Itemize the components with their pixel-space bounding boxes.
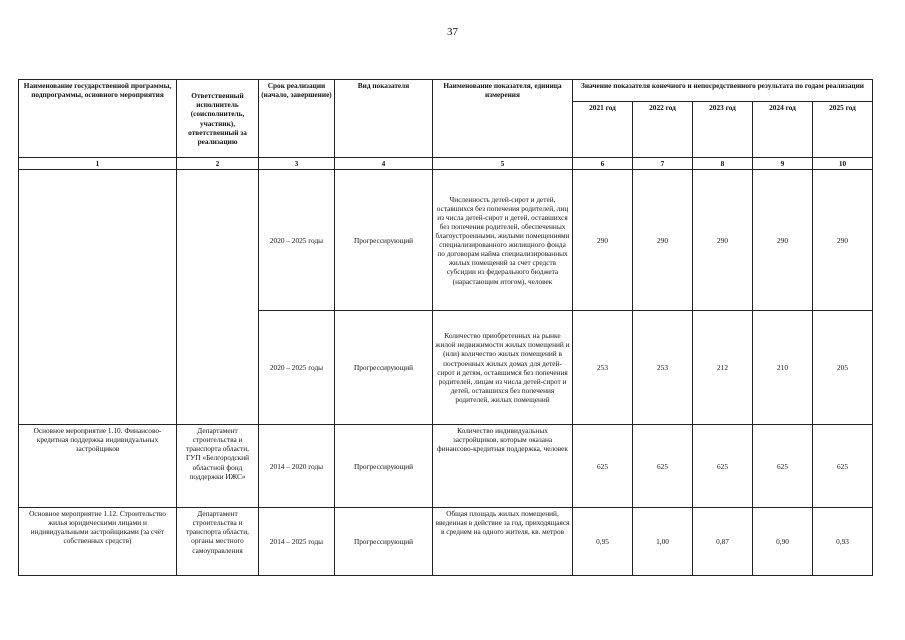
value-cell: 290: [753, 170, 813, 311]
period-cell: 2020 – 2025 годы: [259, 170, 335, 311]
header-values-group: Значение показателя конечного и непосредственного результата по годам реализации: [573, 80, 873, 102]
value-cell: 290: [813, 170, 873, 311]
value-cell: 0,95: [573, 508, 633, 576]
column-number: 6: [573, 158, 633, 170]
header-program-name: Наименование государственной программы, подпрограммы, основного мероприятия: [19, 80, 177, 158]
value-cell: 625: [573, 425, 633, 508]
indicator-type-cell: Прогрессирующий: [335, 311, 433, 425]
indicator-type-cell: Прогрессирующий: [335, 508, 433, 576]
period-cell: 2014 – 2020 годы: [259, 425, 335, 508]
program-name-cell: Основное мероприятие 1.10. Финансово-кредитная поддержка индивидуальных застройщиков: [19, 425, 177, 508]
indicator-name-cell: Численность детей-сирот и детей, оставшихся без попечения родителей, лиц из числа детей-сирот и детей, оставшихся без попечения родителей, обеспеченных благоустроенными, жилыми помещениями специализированного жилищного фонда по договорам найма специализированных жилых помещений за счет средств субсидии из федерального бюджета (нарастающим итогом), человек: [433, 170, 573, 311]
header-indicator-type: Вид показателя: [335, 80, 433, 158]
program-name-cell: [19, 170, 177, 425]
executor-cell: [177, 170, 259, 425]
header-year: 2024 год: [753, 102, 813, 158]
value-cell: 625: [813, 425, 873, 508]
indicator-type-cell: Прогрессирующий: [335, 425, 433, 508]
header-year: 2021 год: [573, 102, 633, 158]
value-cell: 0,93: [813, 508, 873, 576]
header-year: 2022 год: [633, 102, 693, 158]
column-number: 7: [633, 158, 693, 170]
column-number: 4: [335, 158, 433, 170]
column-number: 5: [433, 158, 573, 170]
value-cell: 290: [573, 170, 633, 311]
column-number: 10: [813, 158, 873, 170]
value-cell: 210: [753, 311, 813, 425]
header-period: Срок реализации (начало, завершение): [259, 80, 335, 158]
table-row: [19, 425, 873, 508]
value-cell: 1,00: [633, 508, 693, 576]
column-number: 3: [259, 158, 335, 170]
header-indicator-name: Наименование показателя, единица измерения: [433, 80, 573, 158]
period-cell: 2020 – 2025 годы: [259, 311, 335, 425]
indicator-name-cell: Количество индивидуальных застройщиков, которым оказана финансово-кредитная поддержка, человек: [433, 425, 573, 508]
header-year: 2023 год: [693, 102, 753, 158]
page-number: 37: [447, 26, 458, 38]
value-cell: 253: [573, 311, 633, 425]
indicator-name-cell: Общая площадь жилых помещений, введенная в действие за год, приходящаяся в среднем на одного жителя, кв. метров: [433, 508, 573, 576]
value-cell: 625: [693, 425, 753, 508]
indicator-type-cell: Прогрессирующий: [335, 170, 433, 311]
value-cell: 212: [693, 311, 753, 425]
value-cell: 290: [633, 170, 693, 311]
executor-cell: Департамент строительства и транспорта области, органы местного самоуправления: [177, 508, 259, 576]
indicators-table: [18, 79, 873, 576]
executor-cell: Департамент строительства и транспорта области, ГУП «Белгородский областной фонд поддержки ИЖС»: [177, 425, 259, 508]
column-number: 1: [19, 158, 177, 170]
value-cell: 625: [753, 425, 813, 508]
column-number: 2: [177, 158, 259, 170]
value-cell: 625: [633, 425, 693, 508]
value-cell: 290: [693, 170, 753, 311]
indicator-name-cell: Количество приобретенных на рынке жилой недвижимости жилых помещений и (или) количество жилых помещений в построенных жилых домах для детей-сирот и детям, оставшимся без попечения родителей, лицам из числа детей-сирот и детей, оставшихся без попечения родителей, жилых помещений: [433, 311, 573, 425]
table-row: [19, 508, 873, 576]
header-year: 2025 год: [813, 102, 873, 158]
period-cell: 2014 – 2025 годы: [259, 508, 335, 576]
value-cell: 0,87: [693, 508, 753, 576]
header-executor: Ответственный исполнитель (соисполнитель, участник), ответственный за реализацию: [177, 80, 259, 158]
value-cell: 253: [633, 311, 693, 425]
program-name-cell: Основное мероприятие 1.12. Строительство жилья юридическими лицами и индивидуальными застройщиками (за счёт собственных средств): [19, 508, 177, 576]
value-cell: 205: [813, 311, 873, 425]
table-row: [19, 170, 873, 311]
value-cell: 0,90: [753, 508, 813, 576]
column-number: 8: [693, 158, 753, 170]
column-number: 9: [753, 158, 813, 170]
